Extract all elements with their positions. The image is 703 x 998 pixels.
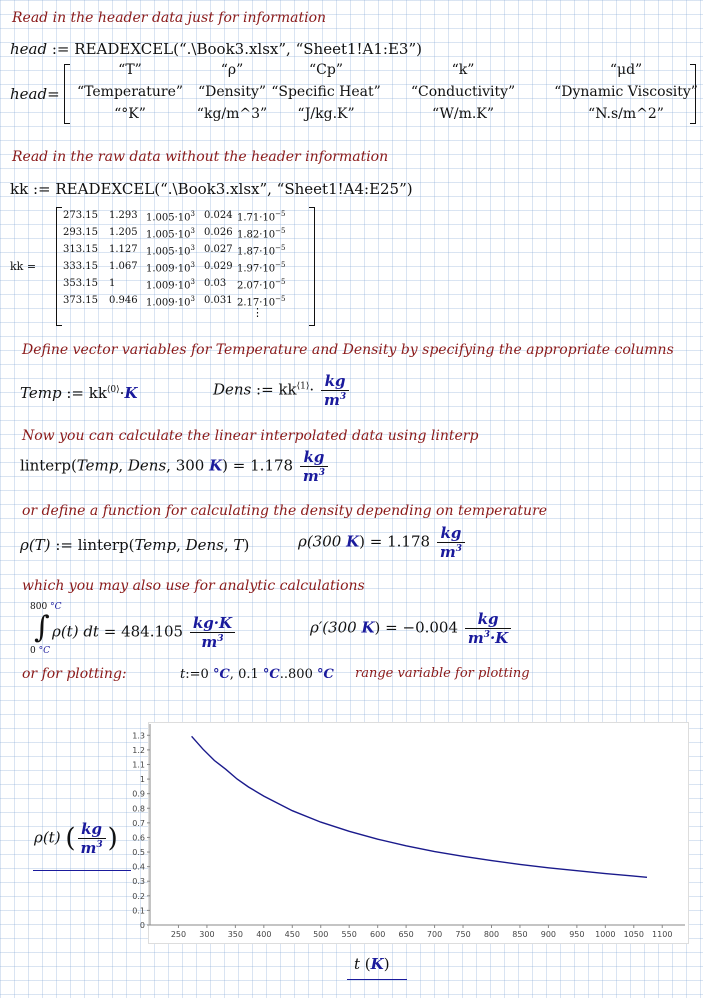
kk-cell: $1.005\cdot 10^3$	[146, 210, 195, 224]
x-tick-label: 850	[512, 930, 528, 939]
head-cell: “ρ”	[220, 62, 244, 78]
kk-cell: 1.067	[109, 261, 138, 272]
x-axis-label-underline	[347, 979, 407, 980]
kk-cell: $1.005\cdot 10^3$	[146, 227, 195, 241]
head-definition[interactable]	[10, 40, 422, 58]
plot-area[interactable]	[148, 722, 689, 944]
x-tick-label: 1100	[652, 930, 673, 939]
y-tick-label: 1.1	[132, 760, 145, 770]
rho-definition[interactable]: ρ(T) := linterp(Temp, Dens, T)	[20, 536, 250, 554]
unit-fraction: $\frac{kg}{m^3}$	[300, 448, 328, 485]
kk-cell: 1.293	[109, 210, 138, 221]
x-tick-label: 700	[426, 930, 443, 939]
integral-sign: ∫	[34, 610, 50, 645]
y-axis-label[interactable]: ρ(t) ( $\frac{kg}{m^3}$ )	[34, 820, 118, 857]
dens-definition[interactable]: Dens := $kk^{⟨1⟩}\cdot$ $\frac{kg}{m^3}$	[213, 372, 351, 409]
note-raw: Read in the raw data without the header information	[12, 149, 389, 165]
kk-cell: 1.205	[109, 227, 138, 238]
kk-cell: 313.15	[63, 244, 98, 255]
x-tick-label: 300	[199, 930, 215, 939]
kk-cell: 1	[109, 278, 116, 289]
note-linterp: Now you can calculate the linear interpolated data using linterp	[22, 428, 479, 444]
assign-op: :=	[32, 180, 51, 198]
unit-fraction: $\frac{kg}{m^3\cdot K}$	[465, 610, 511, 647]
kk-cell: 273.15	[63, 210, 98, 221]
x-tick-label: 550	[341, 930, 357, 939]
kk-cell: $1.009\cdot 10^3$	[146, 261, 195, 275]
y-tick-label: 0.9	[132, 789, 145, 799]
kk-cell: $2.17\cdot 10^{-5}$	[237, 295, 286, 309]
kk-cell: 1.127	[109, 244, 138, 255]
integral-upper-limit: 800 °C	[30, 602, 62, 612]
head-matrix-label: head=	[10, 85, 60, 103]
x-tick-label: 750	[455, 930, 471, 939]
y-tick-label: 1.3	[132, 731, 145, 741]
head-cell: “Temperature”	[76, 84, 184, 100]
kk-cell: 0.03	[204, 278, 227, 289]
kk-cell: 0.026	[204, 227, 233, 238]
y-tick-label: 1.2	[132, 745, 145, 755]
y-tick-label: 0.8	[132, 804, 145, 814]
y-tick-label: 0.1	[132, 906, 145, 916]
x-tick-label: 450	[284, 930, 300, 939]
kk-var: kk	[10, 180, 29, 198]
unit-fraction: $\frac{kg}{m^3}$	[437, 524, 465, 561]
x-tick-label: 500	[313, 930, 329, 939]
temp-definition[interactable]: Temp := $kk^{⟨0⟩}\cdot K$	[20, 384, 138, 402]
head-cell: “Cp”	[309, 62, 343, 78]
kk-cell: 373.15	[63, 295, 98, 306]
x-tick-label: 250	[170, 930, 187, 939]
x-tick-label: 650	[398, 930, 414, 939]
derivative-evaluation[interactable]: ρ′(300 K) = −0.004 $\frac{kg}{m^3\cdot K}$	[310, 610, 513, 647]
head-cell: “μd”	[609, 62, 643, 78]
head-cell: “J/kg.K”	[297, 106, 355, 122]
x-tick-label: 1050	[623, 930, 644, 939]
kk-cell: $1.71\cdot 10^{-5}$	[237, 210, 286, 224]
x-tick-label: 1000	[595, 930, 616, 939]
kk-cell: 353.15	[63, 278, 98, 289]
y-tick-label: 0.7	[132, 818, 145, 828]
integral-lower-limit: 0 °C	[30, 646, 50, 656]
x-tick-label: 900	[540, 930, 557, 939]
y-tick-label: 0.5	[132, 848, 145, 858]
rho-evaluation[interactable]: ρ(300 K) = 1.178 $\frac{kg}{m^3}$	[298, 524, 467, 561]
note-header: Read in the header data just for information	[12, 10, 327, 26]
note-function: or define a function for calculating the density depending on temperature	[22, 503, 548, 519]
integral-body: ρ(t) dt = 484.105 $\frac{kg\cdot K}{m^3}$	[52, 614, 237, 651]
kk-cell: 333.15	[63, 261, 98, 272]
head-cell: “Density”	[197, 84, 267, 100]
kk-cell: 0.027	[204, 244, 233, 255]
head-cell: “°K”	[114, 106, 146, 122]
note-analytic: which you may also use for analytic calculations	[22, 578, 365, 594]
y-tick-label: 0.4	[132, 862, 145, 872]
assign-op: :=	[51, 40, 70, 58]
head-cell: “N.s/m^2”	[588, 106, 664, 122]
kk-cell: 0.031	[204, 295, 233, 306]
func-name: READEXCEL	[74, 40, 174, 58]
x-axis-label[interactable]: t (K)	[354, 955, 390, 973]
head-var: head	[10, 40, 48, 58]
head-cell: “T”	[118, 62, 142, 78]
kk-cell: 0.946	[109, 295, 138, 306]
x-tick-label: 400	[256, 930, 272, 939]
func-args: (“.\Book3.xlsx”, “Sheet1!A1:E3”)	[173, 40, 422, 58]
kk-cell: $1.87\cdot 10^{-5}$	[237, 244, 286, 258]
y-axis-label-underline	[33, 870, 131, 871]
kk-cell: 0.029	[204, 261, 233, 272]
range-definition[interactable]: t:=0 °C, 0.1 °C..800 °C	[180, 667, 334, 682]
integral-expression[interactable]	[28, 602, 258, 662]
x-tick-label: 350	[227, 930, 244, 939]
matrix-left-bracket	[56, 207, 62, 326]
func-args: (“.\Book3.xlsx”, “Sheet1!A4:E25”)	[154, 180, 413, 198]
head-cell: “kg/m^3”	[196, 106, 268, 122]
kk-cell: 0.024	[204, 210, 233, 221]
y-tick-label: 0.6	[132, 833, 145, 843]
unit-fraction: $\frac{kg}{m^3}$	[321, 372, 349, 409]
head-cell: “Specific Heat”	[271, 84, 381, 100]
x-tick-label: 600	[370, 930, 386, 939]
head-cell: “W/m.K”	[432, 106, 494, 122]
kk-cell: $2.07\cdot 10^{-5}$	[237, 278, 286, 292]
linterp-evaluation[interactable]: linterp(Temp, Dens, 300 K) = 1.178 $\frac{kg}{m^3}$	[20, 448, 330, 485]
x-tick-label: 950	[569, 930, 585, 939]
y-tick-label: 0.3	[132, 877, 145, 887]
head-cell: “Conductivity”	[410, 84, 516, 100]
matrix-ellipsis: ⋮	[252, 306, 263, 319]
kk-matrix-label: kk =	[10, 260, 37, 273]
note-range: range variable for plotting	[355, 666, 530, 681]
kk-definition[interactable]	[10, 180, 413, 198]
note-vectors: Define vector variables for Temperature and Density by specifying the appropriate columns	[22, 342, 674, 358]
head-cell: “k”	[451, 62, 475, 78]
kk-cell: $1.009\cdot 10^3$	[146, 278, 195, 292]
matrix-right-bracket	[309, 207, 315, 326]
x-tick-label: 800	[483, 930, 500, 939]
kk-cell: $1.82\cdot 10^{-5}$	[237, 227, 286, 241]
matrix-left-bracket	[64, 64, 70, 124]
note-plotting: or for plotting:	[22, 666, 127, 682]
kk-cell: 293.15	[63, 227, 98, 238]
y-tick-label: 0.2	[132, 891, 145, 901]
y-tick-label: 0	[139, 921, 145, 930]
kk-cell: $1.009\cdot 10^3$	[146, 295, 195, 309]
func-name: READEXCEL	[55, 180, 155, 198]
kk-cell: $1.005\cdot 10^3$	[146, 244, 195, 258]
kk-cell: $1.97\cdot 10^{-5}$	[237, 261, 286, 275]
y-tick-label: 1	[139, 775, 145, 785]
head-cell: “Dynamic Viscosity”	[554, 84, 698, 100]
